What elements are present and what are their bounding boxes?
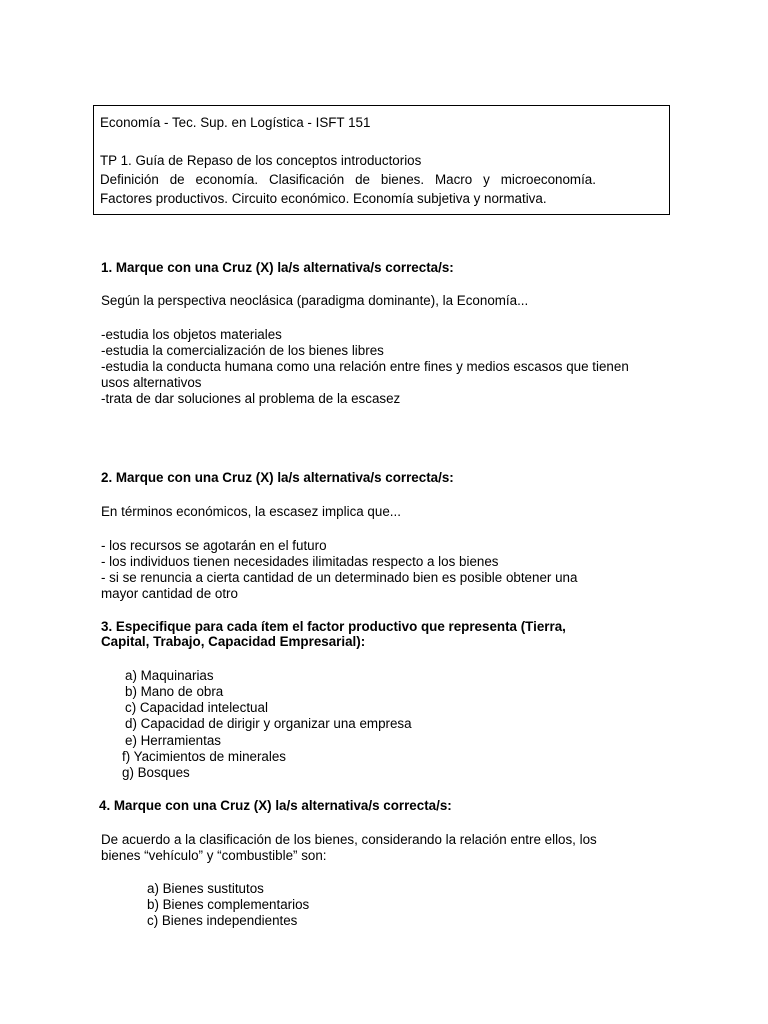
q2-stem: En términos económicos, la escasez implica que... — [101, 504, 401, 519]
q1-option: -trata de dar soluciones al problema de la escasez — [101, 391, 401, 406]
q1-stem: Según la perspectiva neoclásica (paradigma dominante), la Economía... — [101, 293, 529, 308]
q3-heading: 3. Especifique para cada ítem el factor productivo que representa (Tierra, — [101, 619, 566, 634]
course-title: Economía - Tec. Sup. en Logística - ISFT 151 — [100, 115, 371, 130]
q4-heading: 4. Marque con una Cruz (X) la/s alternativa/s correcta/s: — [99, 798, 452, 813]
q2-option-continuation: mayor cantidad de otro — [101, 586, 238, 601]
header-box — [93, 105, 670, 215]
q3-item: c) Capacidad intelectual — [125, 700, 268, 715]
q1-option: -estudia la comercialización de los bienes libres — [101, 343, 384, 358]
q4-stem-continuation: bienes “vehículo” y “combustible” son: — [101, 848, 327, 863]
q1-option: -estudia la conducta humana como una relación entre fines y medios escasos que tienen — [101, 359, 629, 374]
q2-option: - si se renuncia a cierta cantidad de un determinado bien es posible obtener una — [101, 570, 578, 585]
q4-stem: De acuerdo a la clasificación de los bienes, considerando la relación entre ellos, los — [101, 832, 597, 847]
q2-option: - los individuos tienen necesidades ilimitadas respecto a los bienes — [101, 554, 499, 569]
q3-item: f) Yacimientos de minerales — [122, 749, 286, 764]
q3-item: b) Mano de obra — [125, 684, 224, 699]
topics-line-2: Factores productivos. Circuito económico. Economía subjetiva y normativa. — [100, 191, 547, 206]
q1-option: -estudia los objetos materiales — [101, 327, 282, 342]
q3-heading-continuation: Capital, Trabajo, Capacidad Empresarial): — [101, 634, 366, 649]
q4-option: c) Bienes independientes — [147, 913, 298, 928]
topics-line-1: Definición de economía. Clasificación de bienes. Macro y microeconomía. — [100, 172, 596, 187]
q3-item: e) Herramientas — [125, 733, 221, 748]
q2-heading: 2. Marque con una Cruz (X) la/s alternativa/s correcta/s: — [101, 470, 454, 485]
q2-option: - los recursos se agotarán en el futuro — [101, 538, 327, 553]
q4-option: a) Bienes sustitutos — [147, 881, 264, 896]
q1-heading: 1. Marque con una Cruz (X) la/s alternativa/s correcta/s: — [101, 260, 454, 275]
tp-title: TP 1. Guía de Repaso de los conceptos introductorios — [100, 153, 422, 168]
q3-item: g) Bosques — [122, 765, 190, 780]
q3-item: a) Maquinarias — [125, 668, 214, 683]
q3-item: d) Capacidad de dirigir y organizar una empresa — [125, 716, 412, 731]
q4-option: b) Bienes complementarios — [147, 897, 310, 912]
q1-option-continuation: usos alternativos — [101, 375, 202, 390]
